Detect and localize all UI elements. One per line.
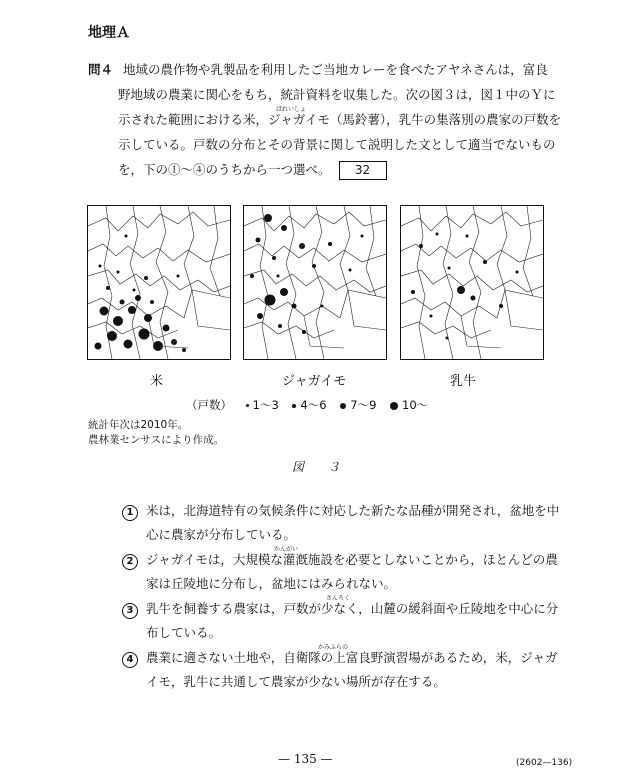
map-rice-svg <box>88 206 230 359</box>
question-line-2: 野地域の農業に関心をもち，統計資料を収集した。次の図３は，図１中のＹに <box>118 87 556 102</box>
legend-title: （戸数） <box>186 398 232 412</box>
map-label-rice: 米 <box>150 374 164 389</box>
option-2-line-2: 家は丘陵地に分布し，盆地にはみられない。 <box>146 576 397 591</box>
ruby-bareisho: ばれいしょ <box>276 106 307 113</box>
question-line-3: 示された範囲における米，ジャガイモ（馬鈴薯），乳牛の集落別の農家の戸数を <box>118 112 562 127</box>
map-potato-svg <box>244 206 386 359</box>
legend-dot-large-icon <box>340 403 346 409</box>
ruby-sanroku: さんろく <box>326 595 351 602</box>
map-legend <box>186 397 428 413</box>
map-label-dairy: 乳牛 <box>450 374 477 389</box>
legend-item-4: 10～ <box>402 398 429 412</box>
option-number-4: 4 <box>122 652 138 668</box>
question-number: 問４ <box>88 62 114 77</box>
map-dairy-svg <box>401 206 543 359</box>
ruby-kangai: かんがい <box>274 546 299 553</box>
note-year: 統計年次は2010年。 <box>88 419 189 431</box>
legend-dot-xlarge-icon <box>390 402 398 410</box>
option-2-line-1: ジャガイモは，大規模な灌漑施設を必要としないことから，ほとんどの農 <box>146 552 558 567</box>
option-number-2: 2 <box>122 554 138 570</box>
legend-item-2: 4～6 <box>300 398 327 412</box>
option-3[interactable] <box>122 601 558 619</box>
answer-number-box[interactable]: 32 <box>339 161 387 180</box>
subject-heading: 地理Ａ <box>88 25 130 41</box>
map-rice <box>87 205 231 360</box>
question-line-5 <box>118 161 387 180</box>
option-4-line-1: 農業に適さない土地や，自衛隊の上富良野演習場があるため，米，ジャガ <box>146 650 558 665</box>
page-code: (2602—136) <box>516 758 573 768</box>
option-1-line-2: 心に農家が分布している。 <box>146 527 297 542</box>
legend-dot-small-icon <box>246 404 249 407</box>
option-1-line-1: 米は，北海道特有の気候条件に対応した新たな品種が開発され，盆地を中 <box>146 503 560 518</box>
legend-dot-medium-icon <box>292 404 296 408</box>
option-1[interactable] <box>122 503 559 521</box>
option-number-1: 1 <box>122 505 138 521</box>
option-3-line-2: 布している。 <box>146 625 222 640</box>
option-number-3: 3 <box>122 603 138 619</box>
page-number: — 135 — <box>278 752 333 766</box>
question-line-4: 示している。戸数の分布とその背景に関して説明した文として適当でないもの <box>118 137 556 152</box>
question-text-1: 地域の農作物や乳製品を利用したご当地カレーを食べたアヤネさんは，富良 <box>123 62 548 77</box>
option-3-line-1: 乳牛を飼養する農家は，戸数が少なく，山麓の緩斜面や丘陵地を中心に分 <box>146 601 559 616</box>
question-line-1 <box>88 62 548 78</box>
map-label-potato: ジャガイモ <box>282 374 347 389</box>
note-source: 農林業センサスにより作成。 <box>88 434 225 446</box>
option-4[interactable] <box>122 650 558 668</box>
map-dairy <box>400 205 544 360</box>
map-potato <box>243 205 387 360</box>
ruby-kamifurano: かみふらの <box>318 644 349 651</box>
legend-item-1: 1～3 <box>252 398 279 412</box>
legend-item-3: 7～9 <box>350 398 377 412</box>
option-4-line-2: イモ，乳牛に共通して農家が少ない場所が存在する。 <box>146 674 446 689</box>
figure-caption: 図 ３ <box>292 460 347 474</box>
option-2[interactable] <box>122 552 558 570</box>
question-text-5: を，下の①～④のうちから一つ選べ。 <box>118 162 331 177</box>
